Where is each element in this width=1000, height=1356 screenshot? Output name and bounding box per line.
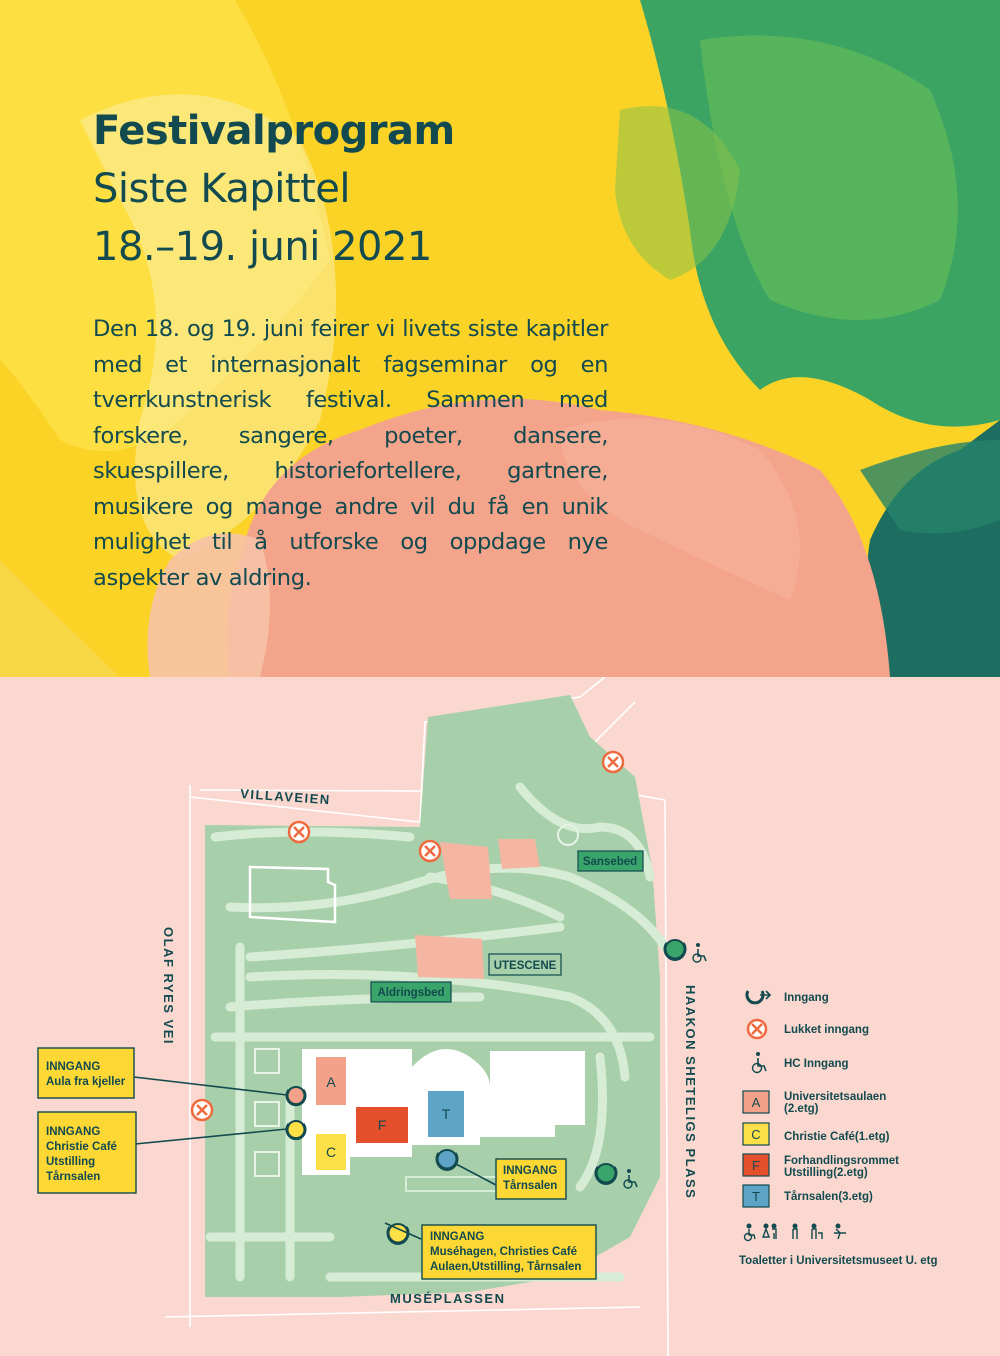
svg-text:Utstilling(2.etg): Utstilling(2.etg)	[784, 1167, 868, 1179]
svg-text:F: F	[752, 1158, 760, 1173]
legend-room-a	[743, 1091, 886, 1115]
room-t-label: T	[441, 1106, 451, 1122]
site-map	[0, 677, 1000, 1356]
building-salmon-2	[498, 839, 540, 869]
entrance-icon	[665, 940, 685, 960]
callout-aula-entrance	[38, 1048, 134, 1098]
women-toilet-icon	[763, 1224, 776, 1239]
legend-room-c	[743, 1123, 890, 1145]
svg-text:Muséhagen, Christies Café: Muséhagen, Christies Café	[430, 1246, 577, 1258]
legend-lukket	[748, 1020, 869, 1038]
map-legend	[739, 991, 938, 1267]
svg-text:INNGANG: INNGANG	[46, 1061, 101, 1073]
closed-entrance-icon	[289, 822, 309, 842]
room-f-label: F	[377, 1117, 387, 1133]
building-salmon-3	[415, 935, 484, 979]
legend-room-t	[743, 1185, 873, 1207]
street-haakon-sheteligs-plass: HAAKON SHETELIGS PLASS	[683, 985, 698, 1200]
svg-text:INNGANG: INNGANG	[46, 1126, 101, 1138]
room-a	[316, 1057, 346, 1105]
svg-text:Aulaen,Utstilling, Tårnsalen: Aulaen,Utstilling, Tårnsalen	[430, 1261, 582, 1273]
room-c	[316, 1134, 346, 1170]
toilet-icons	[745, 1224, 847, 1240]
wheelchair-icon	[693, 943, 706, 962]
label-sansebed	[578, 851, 643, 871]
svg-text:INNGANG: INNGANG	[430, 1231, 485, 1243]
svg-text:Forhandlingsrommet: Forhandlingsrommet	[784, 1155, 900, 1167]
entrance-icon	[437, 1150, 457, 1170]
callout-musehagen-entrance	[422, 1225, 596, 1279]
svg-text:Universitetsaulaen: Universitetsaulaen	[784, 1091, 887, 1103]
room-c-label: C	[325, 1144, 337, 1160]
svg-text:Christie Café(1.etg): Christie Café(1.etg)	[784, 1131, 890, 1143]
label-utescene	[489, 954, 561, 975]
callout-christie-entrance	[38, 1112, 136, 1193]
label-aldringsbed	[371, 982, 451, 1002]
room-t	[428, 1091, 464, 1137]
svg-text:Aula fra kjeller: Aula fra kjeller	[46, 1076, 126, 1088]
entrance-icon	[287, 1087, 305, 1105]
svg-text:Tårnsalen: Tårnsalen	[46, 1171, 101, 1183]
callout-tarnsalen-entrance	[496, 1159, 566, 1199]
wheelchair-toilet-icon	[745, 1224, 756, 1240]
closed-entrance-icon	[603, 752, 623, 772]
svg-text:Lukket inngang: Lukket inngang	[784, 1024, 869, 1036]
entrance-icon	[287, 1121, 305, 1139]
street-villaveien: VILLAVEIEN	[239, 786, 332, 808]
legend-inngang	[747, 991, 829, 1004]
entrance-icon	[747, 991, 763, 1003]
svg-text:T: T	[752, 1189, 760, 1204]
svg-text:Sansebed: Sansebed	[582, 856, 638, 868]
entrance-icon	[388, 1224, 408, 1244]
event-dates: 18.–19. juni 2021	[93, 224, 432, 270]
event-name: Siste Kapittel	[93, 166, 350, 212]
page-title: Festivalprogram	[93, 108, 455, 154]
legend-room-f	[743, 1154, 899, 1179]
svg-text:C: C	[751, 1127, 761, 1142]
hero-banner	[0, 0, 1000, 677]
changing-table-icon	[793, 1224, 797, 1239]
room-a-label: A	[326, 1074, 336, 1090]
intro-paragraph: Den 18. og 19. juni feirer vi livets siste kapitler med et internasjonalt fagseminar og en tverrkunstnerisk festival. Sammen med forskere, sangere, poeter, dansere, skuespillere, historiefortellere, gartnere, musikere og mange andre vil du få en unik mulighet til å utforske og oppdage nye aspekter av aldring.	[93, 316, 608, 591]
room-f	[356, 1107, 408, 1143]
svg-text:(2.etg): (2.etg)	[784, 1103, 819, 1115]
closed-entrance-icon	[420, 841, 440, 861]
closed-entrance-icon	[192, 1100, 212, 1120]
street-museplassen: MUSÉPLASSEN	[390, 1291, 506, 1306]
svg-text:INNGANG: INNGANG	[503, 1165, 558, 1177]
svg-text:A: A	[751, 1095, 761, 1110]
svg-text:Inngang: Inngang	[784, 992, 829, 1004]
legend-hc	[753, 1052, 849, 1073]
svg-text:Christie Café: Christie Café	[46, 1141, 117, 1153]
wheelchair-icon	[753, 1052, 767, 1073]
svg-text:Tårnsalen: Tårnsalen	[503, 1180, 558, 1192]
svg-text:HC Inngang: HC Inngang	[784, 1058, 849, 1070]
legend-toilets: Toaletter i Universitetsmuseet U. etg	[739, 1255, 938, 1267]
svg-text:Utstilling: Utstilling	[46, 1156, 96, 1168]
street-olaf-ryes-vei: OLAF RYES VEI	[161, 927, 176, 1045]
svg-text:Aldringsbed: Aldringsbed	[377, 987, 445, 999]
entrance-icon	[596, 1164, 616, 1184]
baby-care-icon	[834, 1224, 846, 1239]
svg-text:UTESCENE: UTESCENE	[493, 960, 557, 972]
svg-text:Tårnsalen(3.etg): Tårnsalen(3.etg)	[784, 1191, 873, 1203]
family-toilet-icon	[812, 1224, 822, 1239]
